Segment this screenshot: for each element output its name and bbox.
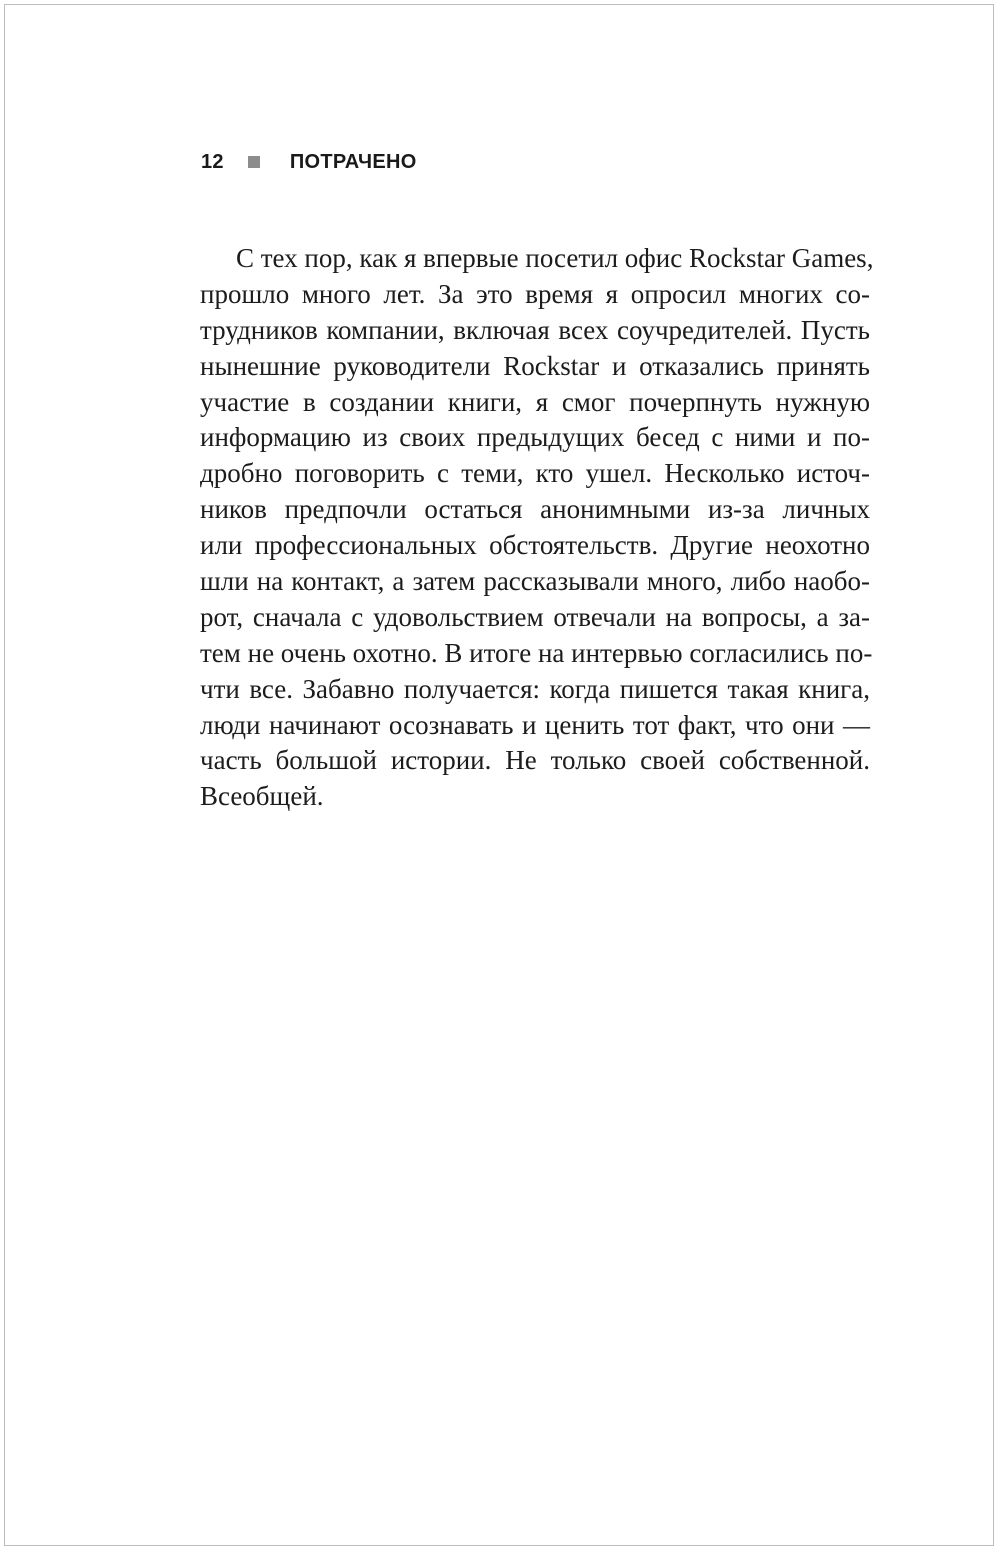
text-line: Всеобщей. xyxy=(200,781,324,812)
text-line: С тех пор, как я впервые посетил офис Rockstar Games, xyxy=(236,243,874,273)
text-line: трудников компании, включая всех соучредителей. Пусть xyxy=(200,314,870,345)
page-number: 12 xyxy=(201,150,224,173)
text-line: чти все. Забавно получается: когда пишется такая книга, xyxy=(200,673,870,704)
book-title: ПОТРАЧЕНО xyxy=(289,150,417,173)
text-line: шли на контакт, а затем рассказывали много, либо наобо- xyxy=(200,566,870,597)
body-paragraph xyxy=(200,241,874,815)
text-line: дробно поговорить с теми, кто ушел. Несколько источ- xyxy=(200,458,870,489)
text-line: рот, сначала с удовольствием отвечали на вопросы, а за- xyxy=(200,601,870,632)
text-line: люди начинают осознавать и ценить тот факт, что они — xyxy=(200,709,870,740)
running-header xyxy=(201,148,417,176)
text-line: нынешние руководители Rockstar и отказались принять xyxy=(200,350,870,381)
text-line: или профессиональных обстоятельств. Другие неохотно xyxy=(200,530,870,561)
text-line: тем не очень охотно. В итоге на интервью согласились по- xyxy=(200,637,873,668)
book-page xyxy=(4,4,994,1546)
text-line: часть большой истории. Не только своей собственной. xyxy=(200,745,870,776)
text-line: информацию из своих предыдущих бесед с ними и по- xyxy=(200,422,870,453)
text-line: участие в создании книги, я смог почерпнуть нужную xyxy=(200,386,870,417)
text-line: ников предпочли остаться анонимными из-за личных xyxy=(200,494,870,525)
square-separator-icon xyxy=(248,156,260,168)
text-line: прошло много лет. За это время я опросил многих со- xyxy=(200,278,870,309)
